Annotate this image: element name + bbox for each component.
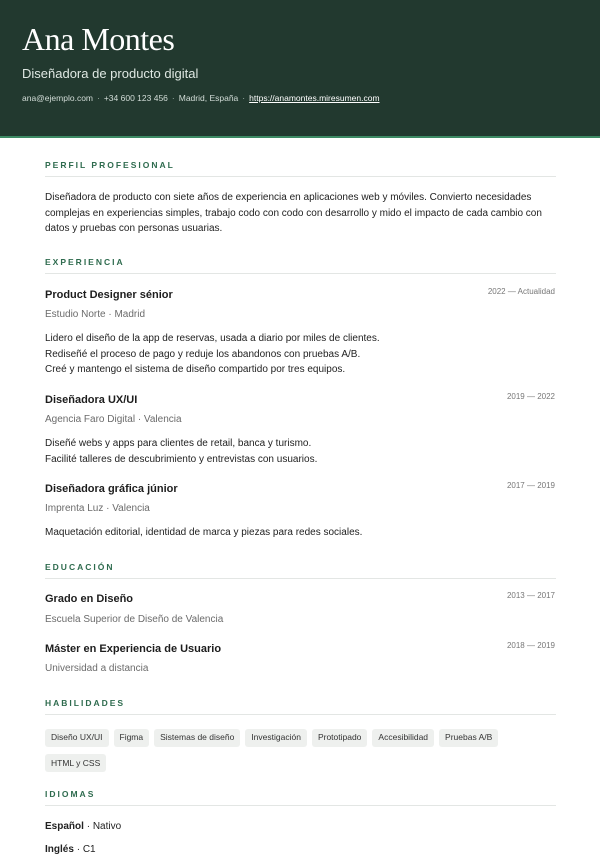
resume-header: [0, 0, 600, 138]
skill-tag: Figma: [114, 729, 150, 747]
contact-phone[interactable]: +34 600 123 456: [103, 93, 168, 103]
section-heading-experience: [45, 257, 556, 274]
skill-tag: Sistemas de diseño: [154, 729, 240, 747]
language-item: [45, 820, 121, 833]
job-organization: Imprenta Luz · Valencia: [45, 503, 150, 514]
section-title: EDUCACIÓN: [45, 562, 115, 572]
language-level: Nativo: [92, 821, 122, 832]
contact-location: Madrid, España: [178, 93, 239, 103]
job-title: Diseñadora UX/UI: [45, 394, 138, 406]
contact-separator: ·: [242, 93, 246, 103]
section-heading-languages: [45, 789, 556, 806]
skill-tag: Accesibilidad: [372, 729, 434, 747]
language-separator: ·: [76, 844, 81, 855]
contact-email[interactable]: ana@ejemplo.com: [22, 93, 93, 103]
education-institution: Universidad a distancia: [45, 663, 149, 674]
skill-tag: Pruebas A/B: [439, 729, 498, 747]
education-title: Máster en Experiencia de Usuario: [45, 643, 222, 655]
job-bullet: Facilité talleres de descubrimiento y entrevistas con usuarios.: [45, 454, 318, 465]
language-separator: ·: [86, 821, 91, 832]
section-title: IDIOMAS: [45, 789, 96, 799]
section-title: PERFIL PROFESIONAL: [45, 160, 175, 170]
section-title: EXPERIENCIA: [45, 257, 125, 267]
education-title: Grado en Diseño: [45, 593, 134, 605]
language-level: C1: [82, 844, 96, 855]
skill-tag: Diseño UX/UI: [45, 729, 109, 747]
education-dates: 2013 — 2017: [506, 591, 555, 600]
skills-list: [45, 727, 565, 778]
section-heading-skills: [45, 698, 556, 715]
skill-tag: HTML y CSS: [45, 754, 106, 772]
education-dates: 2018 — 2019: [506, 641, 555, 650]
language-item: [45, 843, 96, 856]
job-dates: 2022 — Actualidad: [487, 287, 555, 296]
job-dates: 2019 — 2022: [506, 392, 555, 401]
job-bullet: Maquetación editorial, identidad de marca y piezas para redes sociales.: [45, 527, 363, 538]
language-name: Inglés: [45, 844, 74, 855]
skill-tag: Investigación: [245, 729, 307, 747]
section-heading-profile: [45, 160, 556, 177]
job-organization: Agencia Faro Digital · Valencia: [45, 414, 182, 425]
language-name: Español: [45, 821, 84, 832]
job-organization: Estudio Norte · Madrid: [45, 309, 146, 320]
profile-text: Diseñadora de producto con siete años de experiencia en aplicaciones web y móviles. Convierto necesidades complejas en experiencias simples, trabajo codo con codo con desarrollo y mido el impacto de cada cambio con datos y pruebas con personas usuarias.: [45, 192, 542, 234]
job-bullet: Diseñé webs y apps para clientes de retail, banca y turismo.: [45, 438, 312, 449]
job-bullet: Rediseñé el proceso de pago y reduje los abandonos con pruebas A/B.: [45, 349, 361, 360]
job-title: Product Designer sénior: [45, 289, 173, 301]
candidate-name: Ana Montes: [22, 21, 175, 57]
job-bullet: Creé y mantengo el sistema de diseño compartido por tres equipos.: [45, 364, 346, 375]
contact-separator: ·: [97, 93, 100, 103]
education-institution: Escuela Superior de Diseño de Valencia: [45, 614, 224, 625]
job-title: Diseñadora gráfica júnior: [45, 483, 178, 495]
skill-tag: Prototipado: [312, 729, 367, 747]
contact-website-link[interactable]: https://anamontes.miresumen.com: [249, 93, 380, 103]
job-dates: 2017 — 2019: [506, 481, 555, 490]
contact-separator: ·: [171, 93, 175, 103]
contact-line: [22, 93, 380, 104]
section-title: HABILIDADES: [45, 698, 126, 708]
candidate-role: Diseñadora de producto digital: [22, 66, 199, 81]
job-bullet: Lidero el diseño de la app de reservas, usada a diario por miles de clientes.: [45, 333, 380, 344]
section-heading-education: [45, 562, 556, 579]
